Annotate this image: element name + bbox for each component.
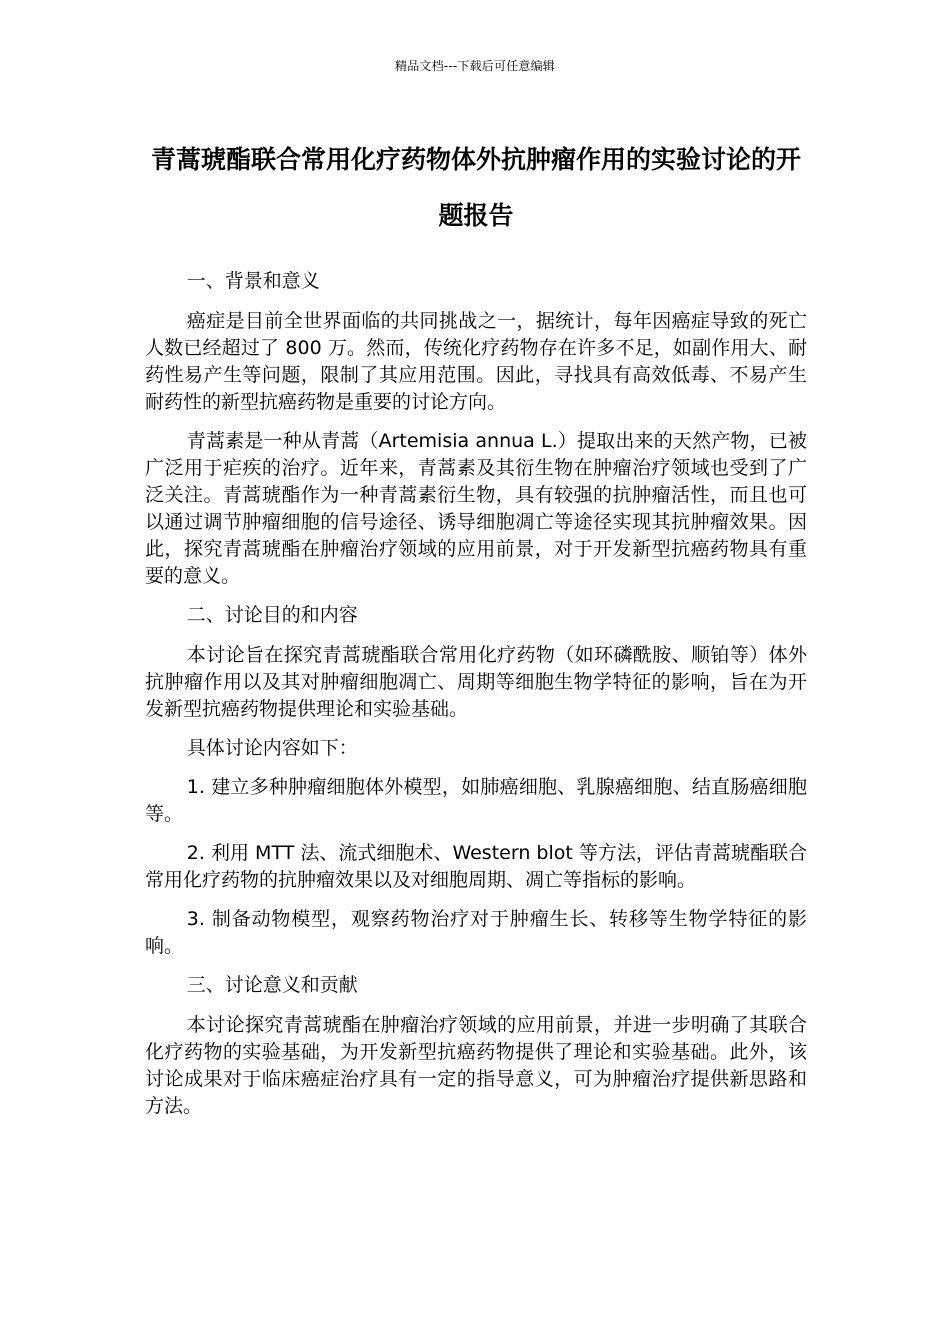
section-heading-purpose-content: 二、讨论目的和内容 bbox=[186, 604, 358, 626]
paragraph-content-intro: 具体讨论内容如下： bbox=[186, 737, 358, 759]
paragraph-purpose: 本讨论旨在探究青蒿琥酯联合常用化疗药物（如环磷酰胺、顺铂等）体外抗肿瘤作用以及其对肿瘤细胞凋亡、周期等细胞生物学特征的影响，旨在为开发新型抗癌药物提供理论和实验基础。 bbox=[145, 644, 807, 720]
list-item-1: 1. 建立多种肿瘤细胞体外模型，如肺癌细胞、乳腺癌细胞、结直肠癌细胞等。 bbox=[145, 776, 807, 825]
document-title: 青蒿琥酯联合常用化疗药物体外抗肿瘤作用的实验讨论的开题报告 bbox=[150, 145, 801, 230]
list-item-3: 3. 制备动物模型，观察药物治疗对于肿瘤生长、转移等生物学特征的影响。 bbox=[145, 908, 807, 957]
paragraph-background-1: 癌症是目前全世界面临的共同挑战之一，据统计，每年因癌症导致的死亡人数已经超过了 800 万。然而，传统化疗药物存在许多不足，如副作用大、耐药性易产生等问题，限制了其应用范围。因此，寻找具有高效低毒、不易产生耐药性的新型抗癌药物是重要的讨论方向。 bbox=[145, 310, 807, 413]
section-heading-significance: 三、讨论意义和贡献 bbox=[186, 974, 358, 996]
list-item-2: 2. 利用 MTT 法、流式细胞术、Western blot 等方法，评估青蒿琥酯联合常用化疗药物的抗肿瘤效果以及对细胞周期、凋亡等指标的影响。 bbox=[145, 842, 807, 891]
header-note: 精品文档---下载后可任意编辑 bbox=[395, 59, 555, 73]
document-body bbox=[145, 268, 807, 1132]
section-heading-background: 一、背景和意义 bbox=[186, 270, 320, 292]
paragraph-background-2: 青蒿素是一种从青蒿（Artemisia annua L.）提取出来的天然产物，已被广泛用于疟疾的治疗。近年来，青蒿素及其衍生物在肿瘤治疗领域也受到了广泛关注。青蒿琥酯作为一种青蒿素衍生物，具有较强的抗肿瘤活性，而且也可以通过调节肿瘤细胞的信号途径、诱导细胞凋亡等途径实现其抗肿瘤效果。因此，探究青蒿琥酯在肿瘤治疗领域的应用前景，对于开发新型抗癌药物具有重要的意义。 bbox=[145, 430, 807, 587]
paragraph-significance: 本讨论探究青蒿琥酯在肿瘤治疗领域的应用前景，并进一步明确了其联合化疗药物的实验基础，为开发新型抗癌药物提供了理论和实验基础。此外，该讨论成果对于临床癌症治疗具有一定的指导意义，可为肿瘤治疗提供新思路和方法。 bbox=[145, 1014, 807, 1117]
